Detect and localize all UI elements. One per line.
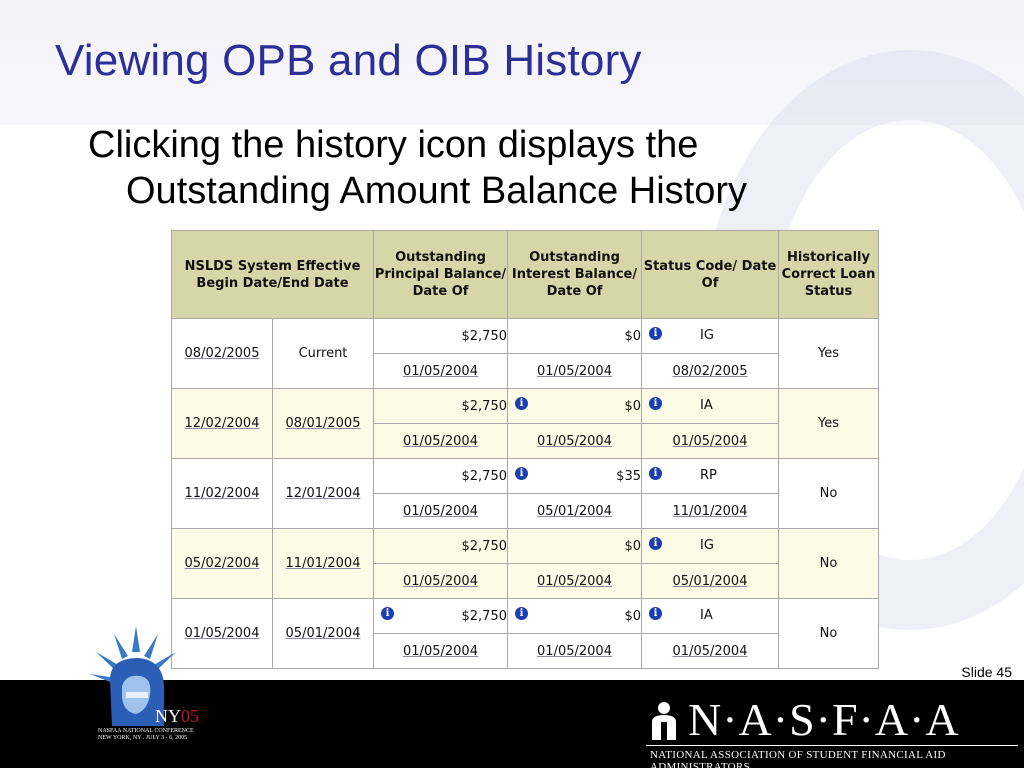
status-date-link[interactable]: 05/01/2004 bbox=[642, 564, 779, 599]
history-info-icon[interactable]: i bbox=[649, 467, 662, 480]
interest-balance-value: $0 bbox=[624, 538, 641, 554]
table-body bbox=[172, 319, 879, 669]
status-code-value: IA bbox=[700, 398, 713, 413]
interest-balance-cell bbox=[508, 459, 642, 494]
history-info-icon[interactable]: i bbox=[649, 397, 662, 410]
ny05-logo bbox=[155, 706, 199, 727]
table-row bbox=[172, 389, 879, 424]
history-info-icon[interactable]: i bbox=[381, 607, 394, 620]
principal-balance-value: $2,750 bbox=[461, 328, 507, 344]
principal-date-link[interactable]: 01/05/2004 bbox=[374, 564, 508, 599]
interest-balance-value: $0 bbox=[624, 398, 641, 414]
principal-date-link[interactable]: 01/05/2004 bbox=[374, 494, 508, 529]
table-row bbox=[172, 319, 879, 354]
history-info-icon[interactable]: i bbox=[515, 467, 528, 480]
interest-balance-value: $0 bbox=[624, 328, 641, 344]
slide-subtitle bbox=[88, 122, 908, 214]
begin-date-link[interactable]: 01/05/2004 bbox=[172, 599, 273, 669]
principal-balance-cell bbox=[374, 389, 508, 424]
table-row bbox=[172, 529, 879, 564]
historically-correct-status: Yes bbox=[779, 319, 879, 389]
status-code-cell bbox=[642, 459, 779, 494]
end-date-link: Current bbox=[273, 319, 374, 389]
slide-number: Slide 45 bbox=[961, 664, 1012, 680]
status-date-link[interactable]: 01/05/2004 bbox=[642, 634, 779, 669]
subtitle-line-1: Clicking the history icon displays the bbox=[88, 124, 699, 166]
header-historically-correct: Historically Correct Loan Status bbox=[779, 231, 879, 319]
principal-date-link[interactable]: 01/05/2004 bbox=[374, 634, 508, 669]
status-code-value: IG bbox=[700, 538, 714, 553]
historically-correct-status: No bbox=[779, 529, 879, 599]
principal-balance-cell bbox=[374, 529, 508, 564]
conference-caption-line-1: NASFAA NATIONAL CONFERENCE bbox=[98, 728, 194, 734]
principal-balance-value: $2,750 bbox=[461, 398, 507, 414]
principal-balance-cell bbox=[374, 599, 508, 634]
interest-balance-cell bbox=[508, 389, 642, 424]
history-info-icon[interactable]: i bbox=[515, 607, 528, 620]
historically-correct-status: No bbox=[779, 599, 879, 669]
begin-date-link[interactable]: 05/02/2004 bbox=[172, 529, 273, 599]
nasfaa-subtitle: NATIONAL ASSOCIATION OF STUDENT FINANCIAL AID ADMINISTRATORS bbox=[650, 749, 946, 773]
conference-caption-line-2: NEW YORK, NY . JULY 3 - 6, 2005 bbox=[98, 735, 188, 741]
interest-date-link[interactable]: 01/05/2004 bbox=[508, 634, 642, 669]
interest-balance-cell bbox=[508, 319, 642, 354]
table-row bbox=[172, 459, 879, 494]
history-info-icon[interactable]: i bbox=[649, 607, 662, 620]
status-date-link[interactable]: 08/02/2005 bbox=[642, 354, 779, 389]
ny05-ny: NY bbox=[155, 706, 181, 726]
status-code-value: IA bbox=[700, 608, 713, 623]
begin-date-link[interactable]: 11/02/2004 bbox=[172, 459, 273, 529]
end-date-link[interactable]: 12/01/2004 bbox=[273, 459, 374, 529]
header-effective-dates: NSLDS System Effective Begin Date/End Date bbox=[172, 231, 374, 319]
balance-history-table bbox=[171, 230, 879, 669]
status-code-cell bbox=[642, 599, 779, 634]
table-header-row bbox=[172, 231, 879, 319]
historically-correct-status: Yes bbox=[779, 389, 879, 459]
subtitle-line-2: Outstanding Amount Balance History bbox=[126, 170, 748, 212]
status-code-cell bbox=[642, 389, 779, 424]
interest-date-link[interactable]: 01/05/2004 bbox=[508, 564, 642, 599]
interest-date-link[interactable]: 01/05/2004 bbox=[508, 424, 642, 459]
conference-caption bbox=[98, 728, 194, 742]
history-info-icon[interactable]: i bbox=[649, 537, 662, 550]
principal-balance-cell bbox=[374, 319, 508, 354]
begin-date-link[interactable]: 08/02/2005 bbox=[172, 319, 273, 389]
end-date-link[interactable]: 08/01/2005 bbox=[273, 389, 374, 459]
status-code-cell bbox=[642, 319, 779, 354]
nasfaa-family-icon bbox=[646, 700, 682, 742]
end-date-link[interactable]: 05/01/2004 bbox=[273, 599, 374, 669]
ny05-year: 05 bbox=[181, 706, 199, 726]
interest-balance-cell bbox=[508, 529, 642, 564]
principal-balance-cell bbox=[374, 459, 508, 494]
status-date-link[interactable]: 11/01/2004 bbox=[642, 494, 779, 529]
history-info-icon[interactable]: i bbox=[649, 327, 662, 340]
status-code-cell bbox=[642, 529, 779, 564]
status-code-value: RP bbox=[700, 468, 717, 483]
historically-correct-status: No bbox=[779, 459, 879, 529]
principal-balance-value: $2,750 bbox=[461, 468, 507, 484]
interest-date-link[interactable]: 05/01/2004 bbox=[508, 494, 642, 529]
history-info-icon[interactable]: i bbox=[515, 397, 528, 410]
interest-balance-value: $0 bbox=[624, 608, 641, 624]
interest-balance-cell bbox=[508, 599, 642, 634]
interest-balance-value: $35 bbox=[616, 468, 641, 484]
principal-balance-value: $2,750 bbox=[461, 608, 507, 624]
nasfaa-logo: N·A·S·F·A·A bbox=[688, 694, 960, 745]
principal-balance-value: $2,750 bbox=[461, 538, 507, 554]
principal-date-link[interactable]: 01/05/2004 bbox=[374, 424, 508, 459]
header-principal-balance: Outstanding Principal Balance/ Date Of bbox=[374, 231, 508, 319]
status-code-value: IG bbox=[700, 328, 714, 343]
status-date-link[interactable]: 01/05/2004 bbox=[642, 424, 779, 459]
principal-date-link[interactable]: 01/05/2004 bbox=[374, 354, 508, 389]
header-status-code: Status Code/ Date Of bbox=[642, 231, 779, 319]
header-interest-balance: Outstanding Interest Balance/ Date Of bbox=[508, 231, 642, 319]
end-date-link[interactable]: 11/01/2004 bbox=[273, 529, 374, 599]
nasfaa-divider bbox=[646, 745, 1018, 746]
slide-title: Viewing OPB and OIB History bbox=[55, 36, 642, 85]
interest-date-link[interactable]: 01/05/2004 bbox=[508, 354, 642, 389]
begin-date-link[interactable]: 12/02/2004 bbox=[172, 389, 273, 459]
table-row bbox=[172, 599, 879, 634]
